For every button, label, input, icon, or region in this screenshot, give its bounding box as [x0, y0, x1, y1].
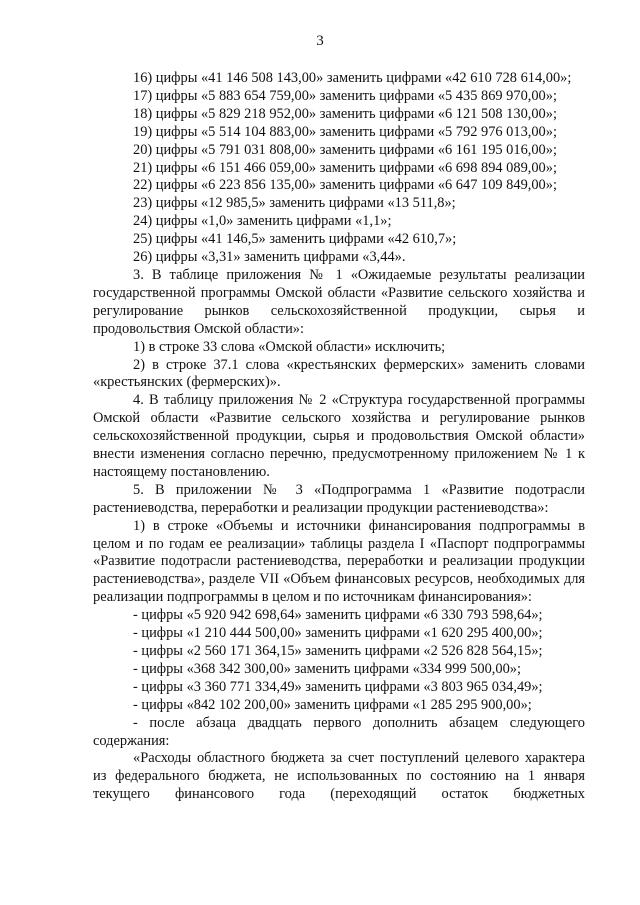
list-item: 16) цифры «41 146 508 143,00» заменить цифрами «42 610 728 614,00»;	[133, 70, 572, 86]
dash-item: - цифры «5 920 942 698,64» заменить цифрами «6 330 793 598,64»;	[133, 607, 543, 624]
section-5-quote: «Расходы областного бюджета за счет поступлений целевого характера из федерального бюджета, не использованных по состоянию на 1 января текущего финансового года (переходящий остаток бюджетных	[93, 750, 585, 803]
page-number: 3	[316, 33, 324, 49]
list-item: 17) цифры «5 883 654 759,00» заменить цифрами «5 435 869 970,00»;	[133, 87, 557, 104]
dash-item: - цифры «842 102 200,00» заменить цифрами «1 285 295 900,00»;	[133, 696, 532, 713]
list-item: 21) цифры «6 151 466 059,00» заменить цифрами «6 698 894 089,00»;	[133, 159, 557, 176]
list-item: 18) цифры «5 829 218 952,00» заменить цифрами «6 121 508 130,00»;	[133, 105, 557, 122]
section-5-item-1: 1) в строке «Объемы и источники финансирования подпрограммы в целом и по годам ее реализации» таблицы раздела I «Паспорт подпрограммы «Развитие подотрасли растениеводства, переработки и реализации продукции растениеводства», разделе VII «Объем финансовых ресурсов, необходимых для реализации подпрограммы в целом и по источникам финансирования»:	[93, 517, 585, 606]
section-4-text: 4. В таблицу приложения № 2 «Структура государственной программы Омской области «Развитие сельского хозяйства и регулирование рынков сельскохозяйственной продукции, сырья и продовольствия Омской области» внести изменения согласно перечню, предусмотренному приложением № 1 к настоящему постановлению.	[93, 392, 585, 480]
section-5-intro: 5. В приложении № 3 «Подпрограмма 1 «Развитие подотрасли растениеводства, переработки и реализации продукции растениеводства»:	[93, 481, 585, 516]
dash-item: - цифры «2 560 171 364,15» заменить цифрами «2 526 828 564,15»;	[133, 643, 543, 659]
dash-item: - цифры «368 342 300,00» заменить цифрами «334 999 500,00»;	[133, 660, 521, 677]
section-3-intro: 3. В таблице приложения № 1 «Ожидаемые результаты реализации государственной программы Омской области «Развитие сельского хозяйства и регулирование рынков сельскохозяйственной продукции, сырья и продовольствия Омской области»:	[93, 266, 585, 337]
list-item: 26) цифры «3,31» заменить цифрами «3,44».	[133, 249, 406, 266]
list-item: 25) цифры «41 146,5» заменить цифрами «42 610,7»;	[133, 231, 457, 248]
document-body	[93, 70, 585, 804]
section-5-after: - после абзаца двадцать первого дополнить абзацем следующего содержания:	[93, 714, 585, 749]
list-item: 24) цифры «1,0» заменить цифрами «1,1»;	[133, 213, 392, 230]
list-item: 22) цифры «6 223 856 135,00» заменить цифрами «6 647 109 849,00»;	[133, 177, 557, 194]
section-3-item-2: 2) в строке 37.1 слова «крестьянских фермерских» заменить словами «крестьянских (фермерских)».	[93, 356, 585, 391]
list-item: 20) цифры «5 791 031 808,00» заменить цифрами «6 161 195 016,00»;	[133, 141, 557, 158]
dash-item: - цифры «1 210 444 500,00» заменить цифрами «1 620 295 400,00»;	[133, 625, 543, 642]
section-3-item-1: 1) в строке 33 слова «Омской области» исключить;	[133, 338, 446, 355]
dash-item: - цифры «3 360 771 334,49» заменить цифрами «3 803 965 034,49»;	[133, 678, 543, 695]
list-item: 23) цифры «12 985,5» заменить цифрами «13 511,8»;	[133, 195, 456, 212]
list-item: 19) цифры «5 514 104 883,00» заменить цифрами «5 792 976 013,00»;	[133, 123, 557, 140]
